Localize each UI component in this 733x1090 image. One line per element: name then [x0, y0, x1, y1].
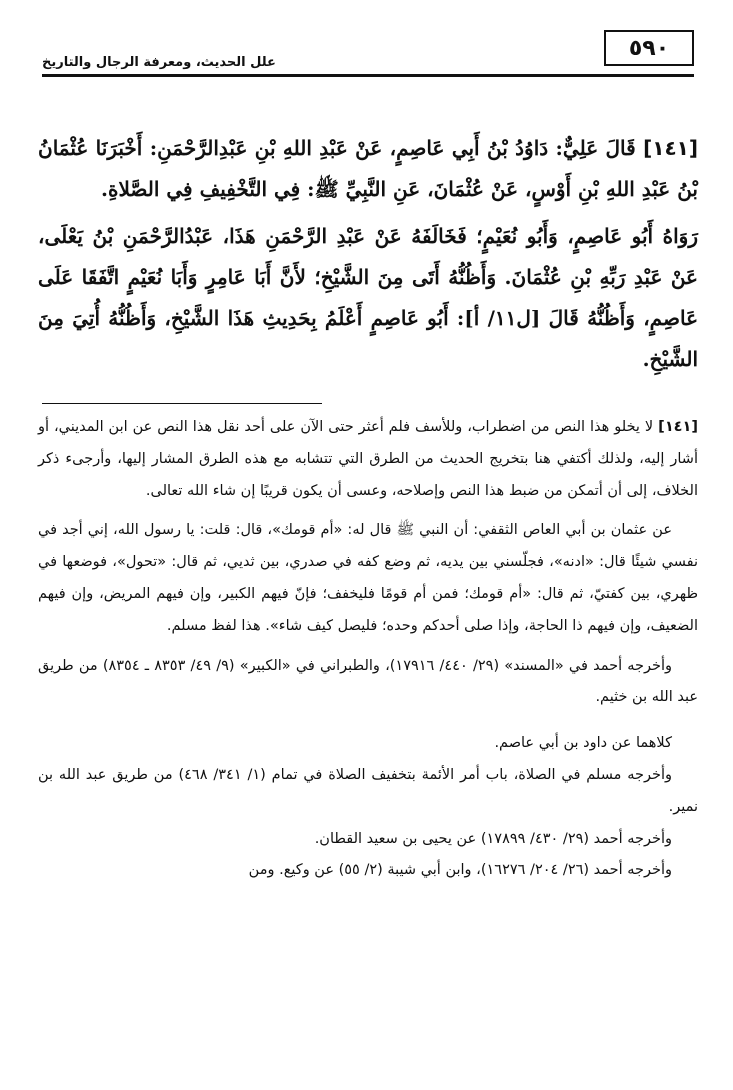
footnote-number: [١٤١]: [658, 419, 699, 435]
hadith-paragraph-1: [38, 128, 698, 210]
footnote-divider: [42, 403, 322, 404]
hadith-text: [38, 128, 698, 380]
page-number: ٥٩٠: [604, 30, 694, 66]
hadith-number: [١٤١]: [643, 136, 698, 160]
footnote-paragraph-6: وأخرجه أحمد (٢٩/ ٤٣٠/ ١٧٨٩٩) عن يحيى بن سعيد القطان.: [314, 830, 672, 847]
footnotes: [38, 412, 698, 887]
footnote-paragraph-2: عن عثمان بن أبي العاص الثقفي: أن النبي ﷺ قال له: «أم قومك»، قال: قلت: يا رسول الله، إني أجد في نفسي شيئًا قال: «ادنه»، فجلّسني بين يديه، ثم وضع كفه في صدري، بين ثديي، ثم قال: «تحول»، فوضعها في ظهري، بين كفتيّ، ثم قال: «أم قومك؛ فمن أم قومًا فليخفف؛ فإنّ فيهم الكبير، وإن فيهم المريض، وإن فيهم الضعيف، وإن فيهم ذا الحاجة، وإذا صلى أحدكم وحده؛ فليصل كيف شاء». هذا لفظ مسلم.: [38, 522, 698, 634]
footnote-paragraph-5: وأخرجه مسلم في الصلاة، باب أمر الأئمة بتخفيف الصلاة في تمام (١/ ٣٤١/ ٤٦٨) من طريق عبد الله بن نمير.: [38, 766, 698, 815]
footnote-paragraph-4: كلاهما عن داود بن أبي عاصم.: [494, 735, 672, 752]
running-title: علل الحديث، ومعرفة الرجال والتاريخ: [42, 55, 276, 70]
hadith-isnad: قَالَ عَلِيٌّ: دَاوُدُ بْنُ أَبِي عَاصِمٍ، عَنْ عَبْدِ اللهِ بْنِ عَبْدِالرَّحْمَنِ: أَخْبَرَنَا عُثْمَانُ بْنُ عَبْدِ اللهِ بْنِ أَوْسٍ، عَنْ عُثْمَانَ، عَنِ النَّبِيِّ ﷺ: فِي التَّخْفِيفِ فِي الصَّلاةِ.: [38, 136, 698, 201]
footnote-paragraph-3: وأخرجه أحمد في «المسند» (٢٩/ ٤٤٠/ ١٧٩١٦)، والطبراني في «الكبير» (٩/ ٤٩/ ٨٣٥٣ ـ ٨٣٥٤) من طريق عبد الله بن خثيم.: [38, 657, 698, 706]
hadith-paragraph-2: رَوَاهُ أَبُو عَاصِمٍ، وَأَبُو نُعَيْمٍ؛ فَخَالَفَهُ عَنْ عَبْدِ الرَّحْمَنِ هَذَا، عَبْدُالرَّحْمَنِ بْنُ يَعْلَى، عَنْ عَبْدِ رَبِّهِ بْنِ عُثْمَانَ. وَأَظُنُّهُ أَتَى مِنَ الشَّيْخِ؛ لأَنَّ أَبَا عَامِرٍ وَأَبَا نُعَيْمٍ اتَّفَقَا عَلَى عَاصِمٍ، وَأَظُنُّهُ قَالَ [ل١١/ أ]: أَبُو عَاصِمٍ أَعْلَمُ بِحَدِيثِ هَذَا الشَّيْخِ، وَأَظُنُّهُ أُتِيَ مِنَ الشَّيْخِ.: [38, 224, 699, 371]
page-header: [42, 30, 694, 77]
footnote-paragraph-7: وأخرجه أحمد (٢٦/ ٢٠٤/ ١٦٢٧٦)، وابن أبي شيبة (٢/ ٥٥) عن وكيع. ومن: [248, 862, 672, 879]
footnote-paragraph-1: [١٤١] لا يخلو هذا النص من اضطراب، وللأسف فلم أعثر حتى الآن على أحد نقل هذا النص عن ابن المديني، أو أشار إليه، ولذلك أكتفي هنا بتخريج الحديث من الطرق التي تتشابه مع هذه الطرق المشار إليها، وأرجىء ذكر الخلاف، إلى أن أتمكن من ضبط هذا النص وإصلاحه، وعسى أن يكون قريبًا إن شاء الله تعالى.: [38, 419, 699, 499]
